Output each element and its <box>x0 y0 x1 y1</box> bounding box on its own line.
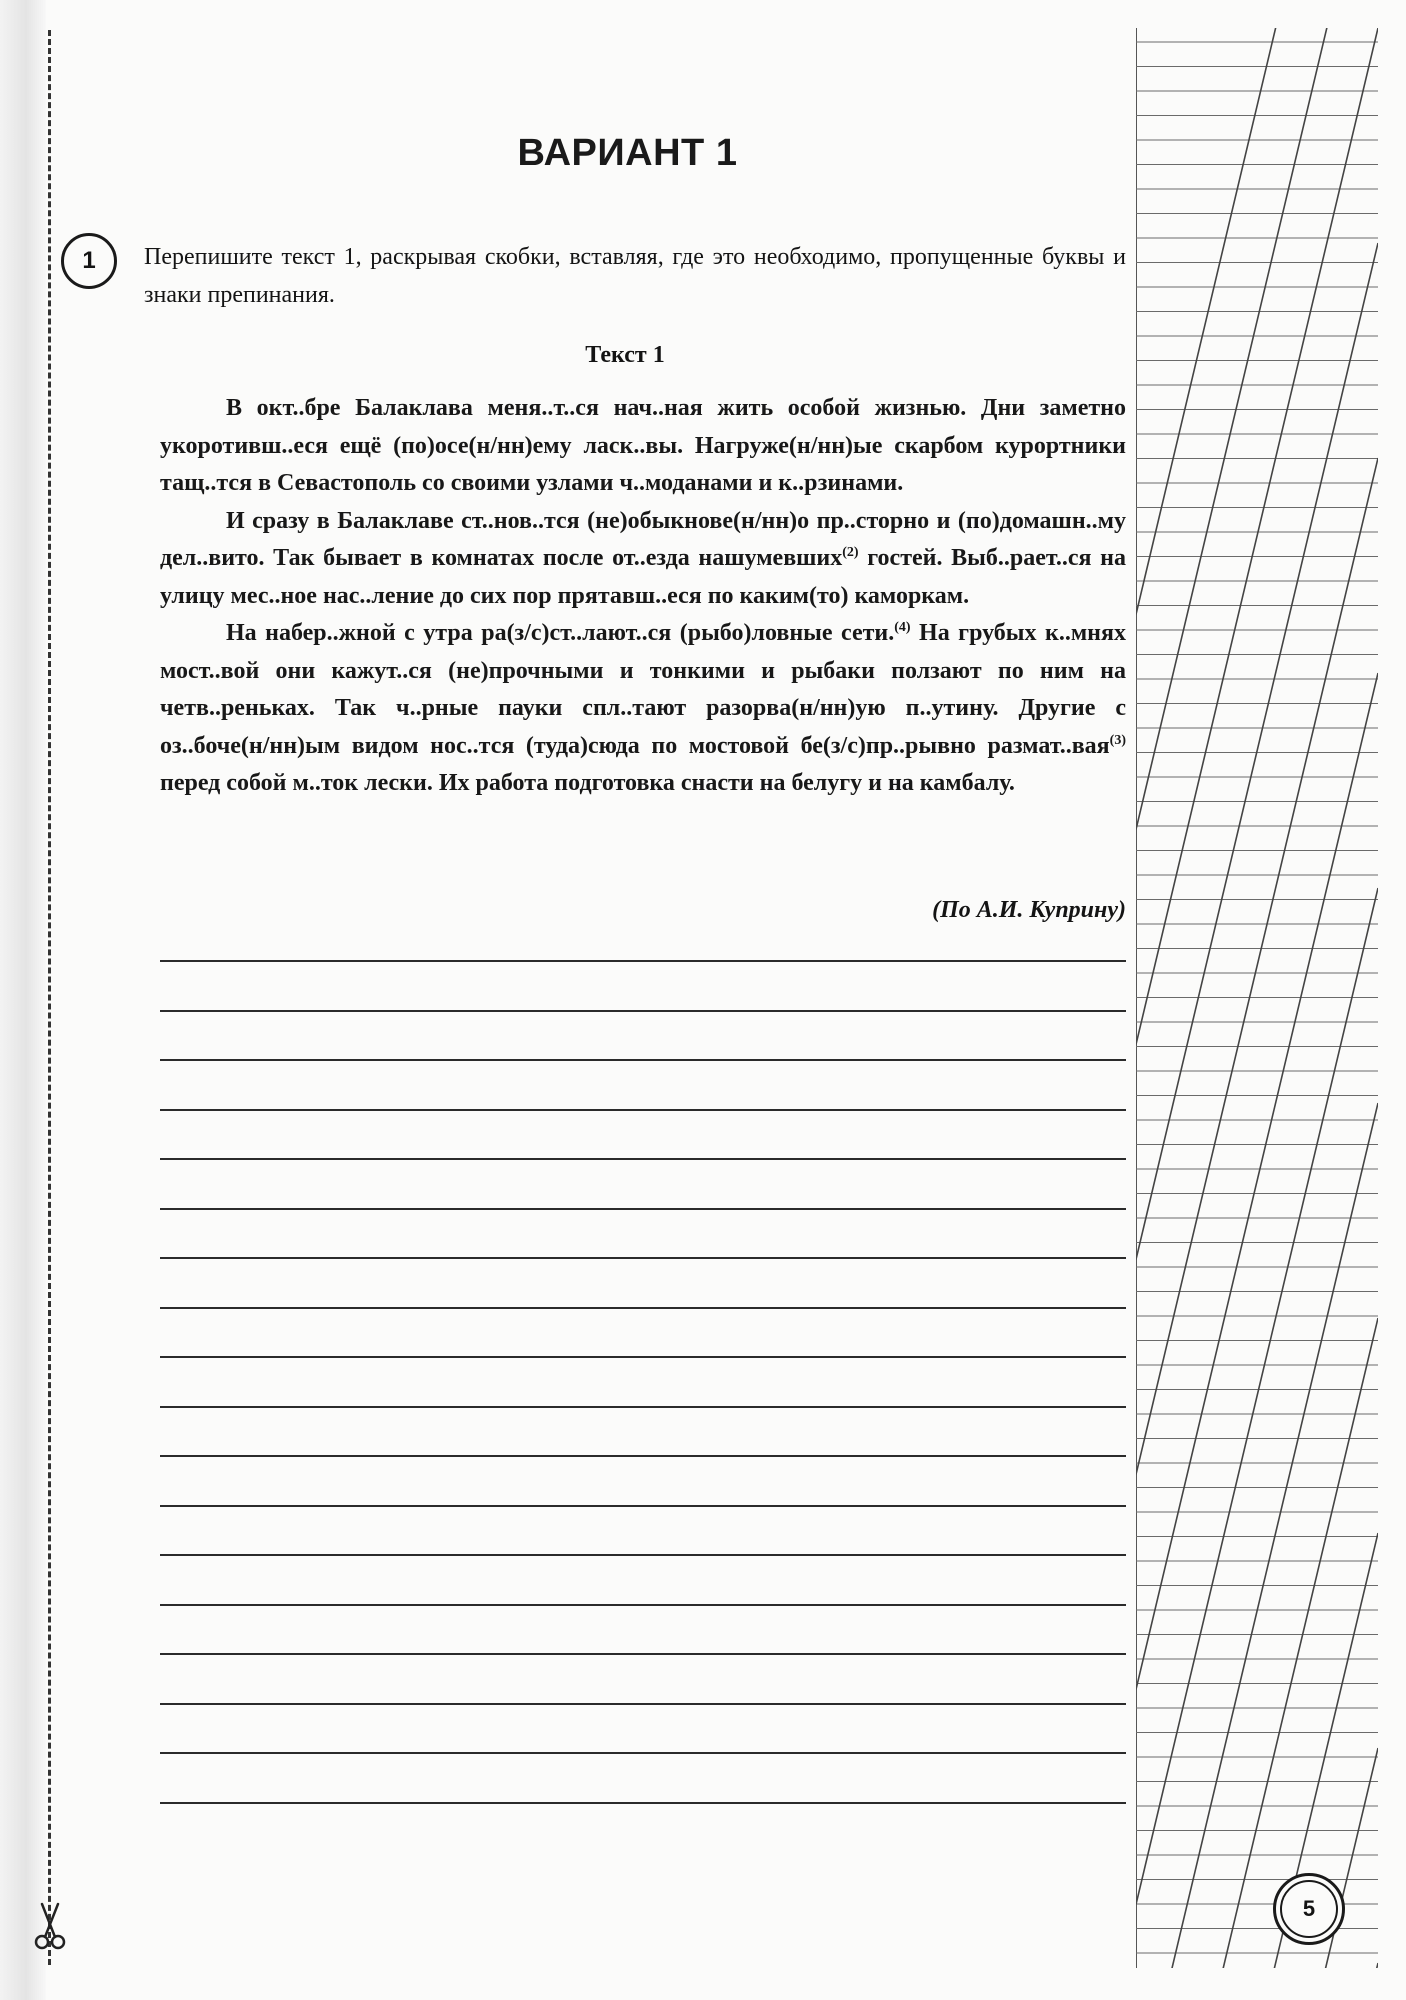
footnote-marker: (3) <box>1109 732 1126 748</box>
answer-line[interactable] <box>160 1356 1126 1358</box>
passage-text: В окт..бре Балаклава меня..т..ся нач..ная жить особой жизнью. Дни заметно укоротивш..еся ещё (по)осе(н/нн)ему ласк..вы. Нагруже(н/нн)ые скарбом курортники тащ..тся в Севастополь со своими узлами ч..моданами и к..рзинами. <box>160 395 1126 496</box>
answer-line[interactable] <box>160 1257 1126 1259</box>
passage-text: На набер..жной с утра ра(з/с)ст..лают..ся (рыбо)ловные сети. <box>226 620 895 646</box>
answer-line[interactable] <box>160 1604 1126 1606</box>
author-attribution: (По А.И. Куприну) <box>932 897 1126 923</box>
passage-text: перед собой м..ток лески. Их работа подготовка снасти на белугу и на камбалу. <box>160 770 1015 796</box>
grid-slant-guide <box>1136 1318 1378 1968</box>
footnote-marker: (4) <box>894 620 911 635</box>
answer-lines[interactable] <box>160 960 1126 1820</box>
answer-line[interactable] <box>160 1307 1126 1309</box>
grid-slant-guide <box>1136 888 1378 1904</box>
answer-line[interactable] <box>160 1109 1126 1111</box>
answer-line[interactable] <box>160 1505 1126 1507</box>
passage-text: И сразу в Балаклаве ст..нов..тся (не)обыкнове(н/нн)о пр..сторно и (по)домашн..му дел..вито. Так бывает в комнатах после от..езда нашумевших <box>160 507 1126 571</box>
answer-line[interactable] <box>160 1010 1126 1012</box>
writing-grid <box>1136 28 1378 1968</box>
task-instruction: Перепишите текст 1, раскрывая скобки, вставляя, где это необходимо, пропущенные буквы и знаки препинания. <box>144 244 1126 308</box>
answer-line[interactable] <box>160 1703 1126 1705</box>
answer-line[interactable] <box>160 1455 1126 1457</box>
answer-line[interactable] <box>160 1802 1126 1804</box>
answer-line[interactable] <box>160 1554 1126 1556</box>
page-binding-edge <box>0 0 46 2000</box>
page-number: 5 <box>1280 1880 1338 1938</box>
answer-line[interactable] <box>160 960 1126 962</box>
task-number-badge: 1 <box>61 233 117 289</box>
grid-slant-guide <box>1136 243 1378 1259</box>
answer-line[interactable] <box>160 1653 1126 1655</box>
footnote-marker: (2) <box>842 545 859 560</box>
grid-slant-guide <box>1136 28 1378 1044</box>
passage <box>160 390 1126 803</box>
passage-text: На грубых к..мнях мост..вой они кажут..ся (не)прочными и тонкими и рыбаки ползают по ним на четв..реньках. Так ч..рные пауки спл..тают разорва(н/нн)ую п..утину. Другие с оз..боче(н/нн)ым видом нос..тся (туда)сюда по мостовой бе(з/с)пр..рывно размат..вая <box>160 620 1126 759</box>
answer-line[interactable] <box>160 1406 1126 1408</box>
passage-paragraph-3 <box>160 615 1126 803</box>
answer-line[interactable] <box>160 1059 1126 1061</box>
grid-slant-guide <box>1136 458 1378 1474</box>
page-title: ВАРИАНТ 1 <box>517 132 738 174</box>
page-number-badge <box>1273 1873 1345 1945</box>
passage-paragraph-2 <box>160 503 1126 616</box>
cut-line <box>48 30 51 1965</box>
passage-paragraph-1 <box>160 390 1126 503</box>
answer-line[interactable] <box>160 1752 1126 1754</box>
passage-text: гостей. Выб..рает..ся на улицу мес..ное нас..ление до сих пор прятавш..еся по каким(то) каморкам. <box>160 545 1126 609</box>
scissors-icon <box>32 1900 68 1952</box>
text-heading: Текст 1 <box>585 342 665 368</box>
answer-line[interactable] <box>160 1158 1126 1160</box>
answer-line[interactable] <box>160 1208 1126 1210</box>
